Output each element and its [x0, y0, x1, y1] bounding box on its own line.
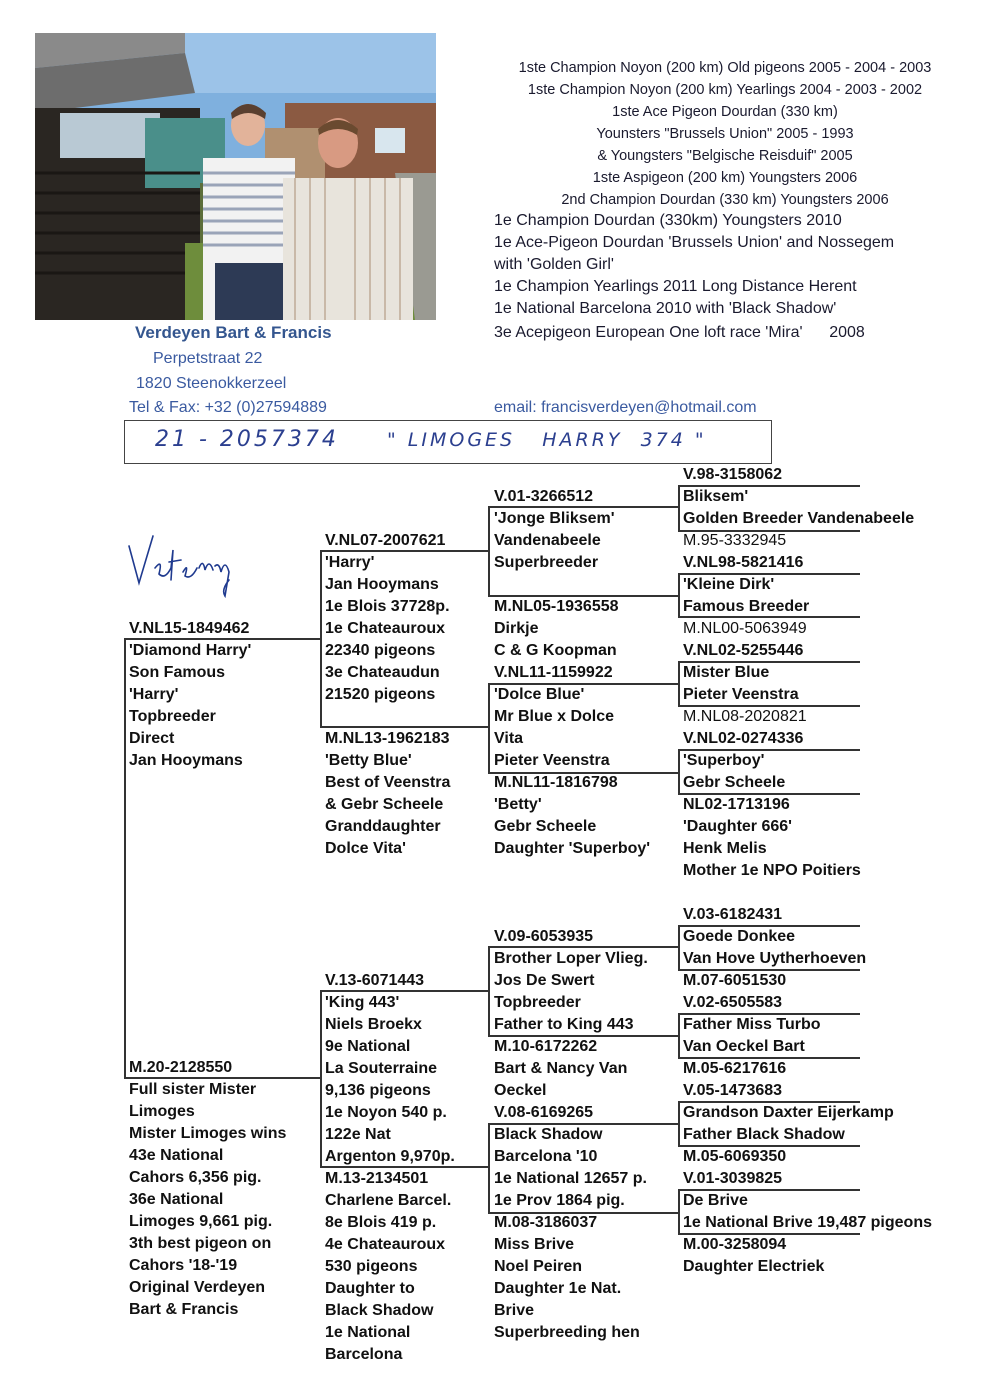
pigeon-ring-number: 21 - 2057374	[155, 427, 339, 452]
pedigree-gen3-3: V.NL11-1159922 'Dolce Blue' Mr Blue x Dolce Vita Pieter Veenstra	[494, 664, 615, 769]
achievement-line: 1ste Champion Noyon (200 km) Yearlings 2004 - 2003 - 2002	[527, 82, 923, 98]
achievement-line: 1ste Ace Pigeon Dourdan (330 km)	[612, 104, 838, 120]
pedigree-gen3-2: M.NL05-1936558 Dirkje C & G Koopman	[494, 598, 619, 659]
pedigree-gen4-5: V.NL02-5255446 Mister Blue Pieter Veenstra	[683, 642, 804, 703]
pedigree-gen4-10: M.07-6051530	[683, 972, 787, 989]
achievement-line: 1ste Champion Noyon (200 km) Old pigeons 2005 - 2004 - 2003	[518, 60, 932, 76]
pedigree-dam: M.20-2128550 Full sister Mister Limoges Mister Limoges wins 43e National Cahors 6,356 pig. 36e National Limoges 9,661 pig. 3th best pigeon on Cahors '18-'19 Original Verdeyen Bart & Francis	[129, 1059, 287, 1318]
pedigree-gen3-1: V.01-3266512 'Jonge Bliksem' Vandenabeele Superbreeder	[494, 488, 615, 571]
achievement-line: 1e National Barcelona 2010 with 'Black Shadow'	[494, 300, 837, 317]
pedigree-gen4-8: NL02-1713196 'Daughter 666' Henk Melis Mother 1e NPO Poitiers	[683, 796, 861, 879]
achievement-line: 1e Champion Yearlings 2011 Long Distance Herent	[494, 278, 857, 295]
pigeon-title-box	[124, 420, 772, 464]
pedigree-sire-sire: V.NL07-2007621 'Harry' Jan Hooymans 1e Blois 37728p. 1e Chateauroux 22340 pigeons 3e Chateaudun 21520 pigeons	[325, 532, 450, 703]
pedigree-gen4-14: M.05-6069350	[683, 1148, 787, 1165]
achievement-line: Younsters "Brussels Union" 2005 - 1993	[596, 126, 854, 142]
pedigree-gen4-2: M.95-3332945	[683, 532, 787, 549]
pedigree-gen4-16: M.00-3258094 Daughter Electriek	[683, 1236, 825, 1275]
pedigree-gen4-15: V.01-3039825 De Brive 1e National Brive 19,487 pigeons	[683, 1170, 932, 1231]
pedigree-gen4-4: M.NL00-5063949	[683, 620, 807, 637]
achievement-line: 1ste Aspigeon (200 km) Youngsters 2006	[592, 170, 858, 186]
pedigree-gen4-1: V.98-3158062 Bliksem' Golden Breeder Vandenabeele	[683, 466, 915, 527]
pedigree-gen3-7: V.08-6169265 Black Shadow Barcelona '10 1e National 12657 p. 1e Prov 1864 pig.	[494, 1104, 647, 1209]
pedigree-gen4-7: V.NL02-0274336 'Superboy' Gebr Scheele	[683, 730, 804, 791]
pedigree-gen4-6: M.NL08-2020821	[683, 708, 807, 725]
pedigree-gen3-5: V.09-6053935 Brother Loper Vlieg. Jos De Swert Topbreeder Father to King 443	[494, 928, 648, 1033]
pedigree-gen4-9: V.03-6182431 Goede Donkee Van Hove Uytherhoeven	[683, 906, 867, 967]
pedigree-gen4-11: V.02-6505583 Father Miss Turbo Van Oeckel Bart	[683, 994, 821, 1055]
pedigree-gen3-8: M.08-3186037 Miss Brive Noel Peiren Daughter 1e Nat. Brive Superbreeding hen	[494, 1214, 640, 1341]
pedigree-gen3-4: M.NL11-1816798 'Betty' Gebr Scheele Daughter 'Superboy'	[494, 774, 651, 857]
breeder-email: email: francisverdeyen@hotmail.com	[494, 399, 757, 416]
pedigree-dam-dam: M.13-2134501 Charlene Barcel. 8e Blois 419 p. 4e Chateauroux 530 pigeons Daughter to Black Shadow 1e National Barcelona	[325, 1170, 452, 1363]
achievement-line: 1e Ace-Pigeon Dourdan 'Brussels Union' and Nossegem	[494, 234, 895, 251]
pedigree-gen4-3: V.NL98-5821416 'Kleine Dirk' Famous Breeder	[683, 554, 810, 615]
breeders-photo	[35, 33, 436, 320]
achievement-line: & Youngsters "Belgische Reisduif" 2005	[597, 148, 853, 164]
breeder-city: 1820 Steenokkerzeel	[136, 375, 287, 392]
achievement-line: 1e Champion Dourdan (330km) Youngsters 2010	[494, 212, 842, 229]
breeder-phone: Tel & Fax: +32 (0)27594889	[129, 399, 327, 416]
breeder-name: Verdeyen Bart & Francis	[135, 323, 332, 342]
pedigree-dam-sire: V.13-6071443 'King 443' Niels Broekx 9e National La Souterraine 9,136 pigeons 1e Noyon 540 p. 122e Nat Argenton 9,970p.	[325, 972, 455, 1165]
pedigree-gen4-12: M.05-6217616	[683, 1060, 787, 1077]
pedigree-gen4-13: V.05-1473683 Grandson Daxter Eijerkamp Father Black Shadow	[683, 1082, 894, 1143]
achievement-line: 2nd Champion Dourdan (330 km) Youngsters 2006	[561, 192, 889, 208]
signature	[125, 528, 245, 598]
breeder-street: Perpetstraat 22	[153, 350, 263, 367]
pedigree-gen3-6: M.10-6172262 Bart & Nancy Van Oeckel	[494, 1038, 628, 1099]
pedigree-sire: V.NL15-1849462 'Diamond Harry' Son Famous 'Harry' Topbreeder Direct Jan Hooymans	[129, 620, 252, 769]
pigeon-name: " LIMOGES HARRY 374 "	[387, 429, 707, 451]
achievement-line: with 'Golden Girl'	[494, 256, 614, 273]
pedigree-sire-dam: M.NL13-1962183 'Betty Blue' Best of Veenstra & Gebr Scheele Granddaughter Dolce Vita'	[325, 730, 451, 857]
achievement-line: 3e Acepigeon European One loft race 'Mira' 2008	[494, 324, 865, 341]
